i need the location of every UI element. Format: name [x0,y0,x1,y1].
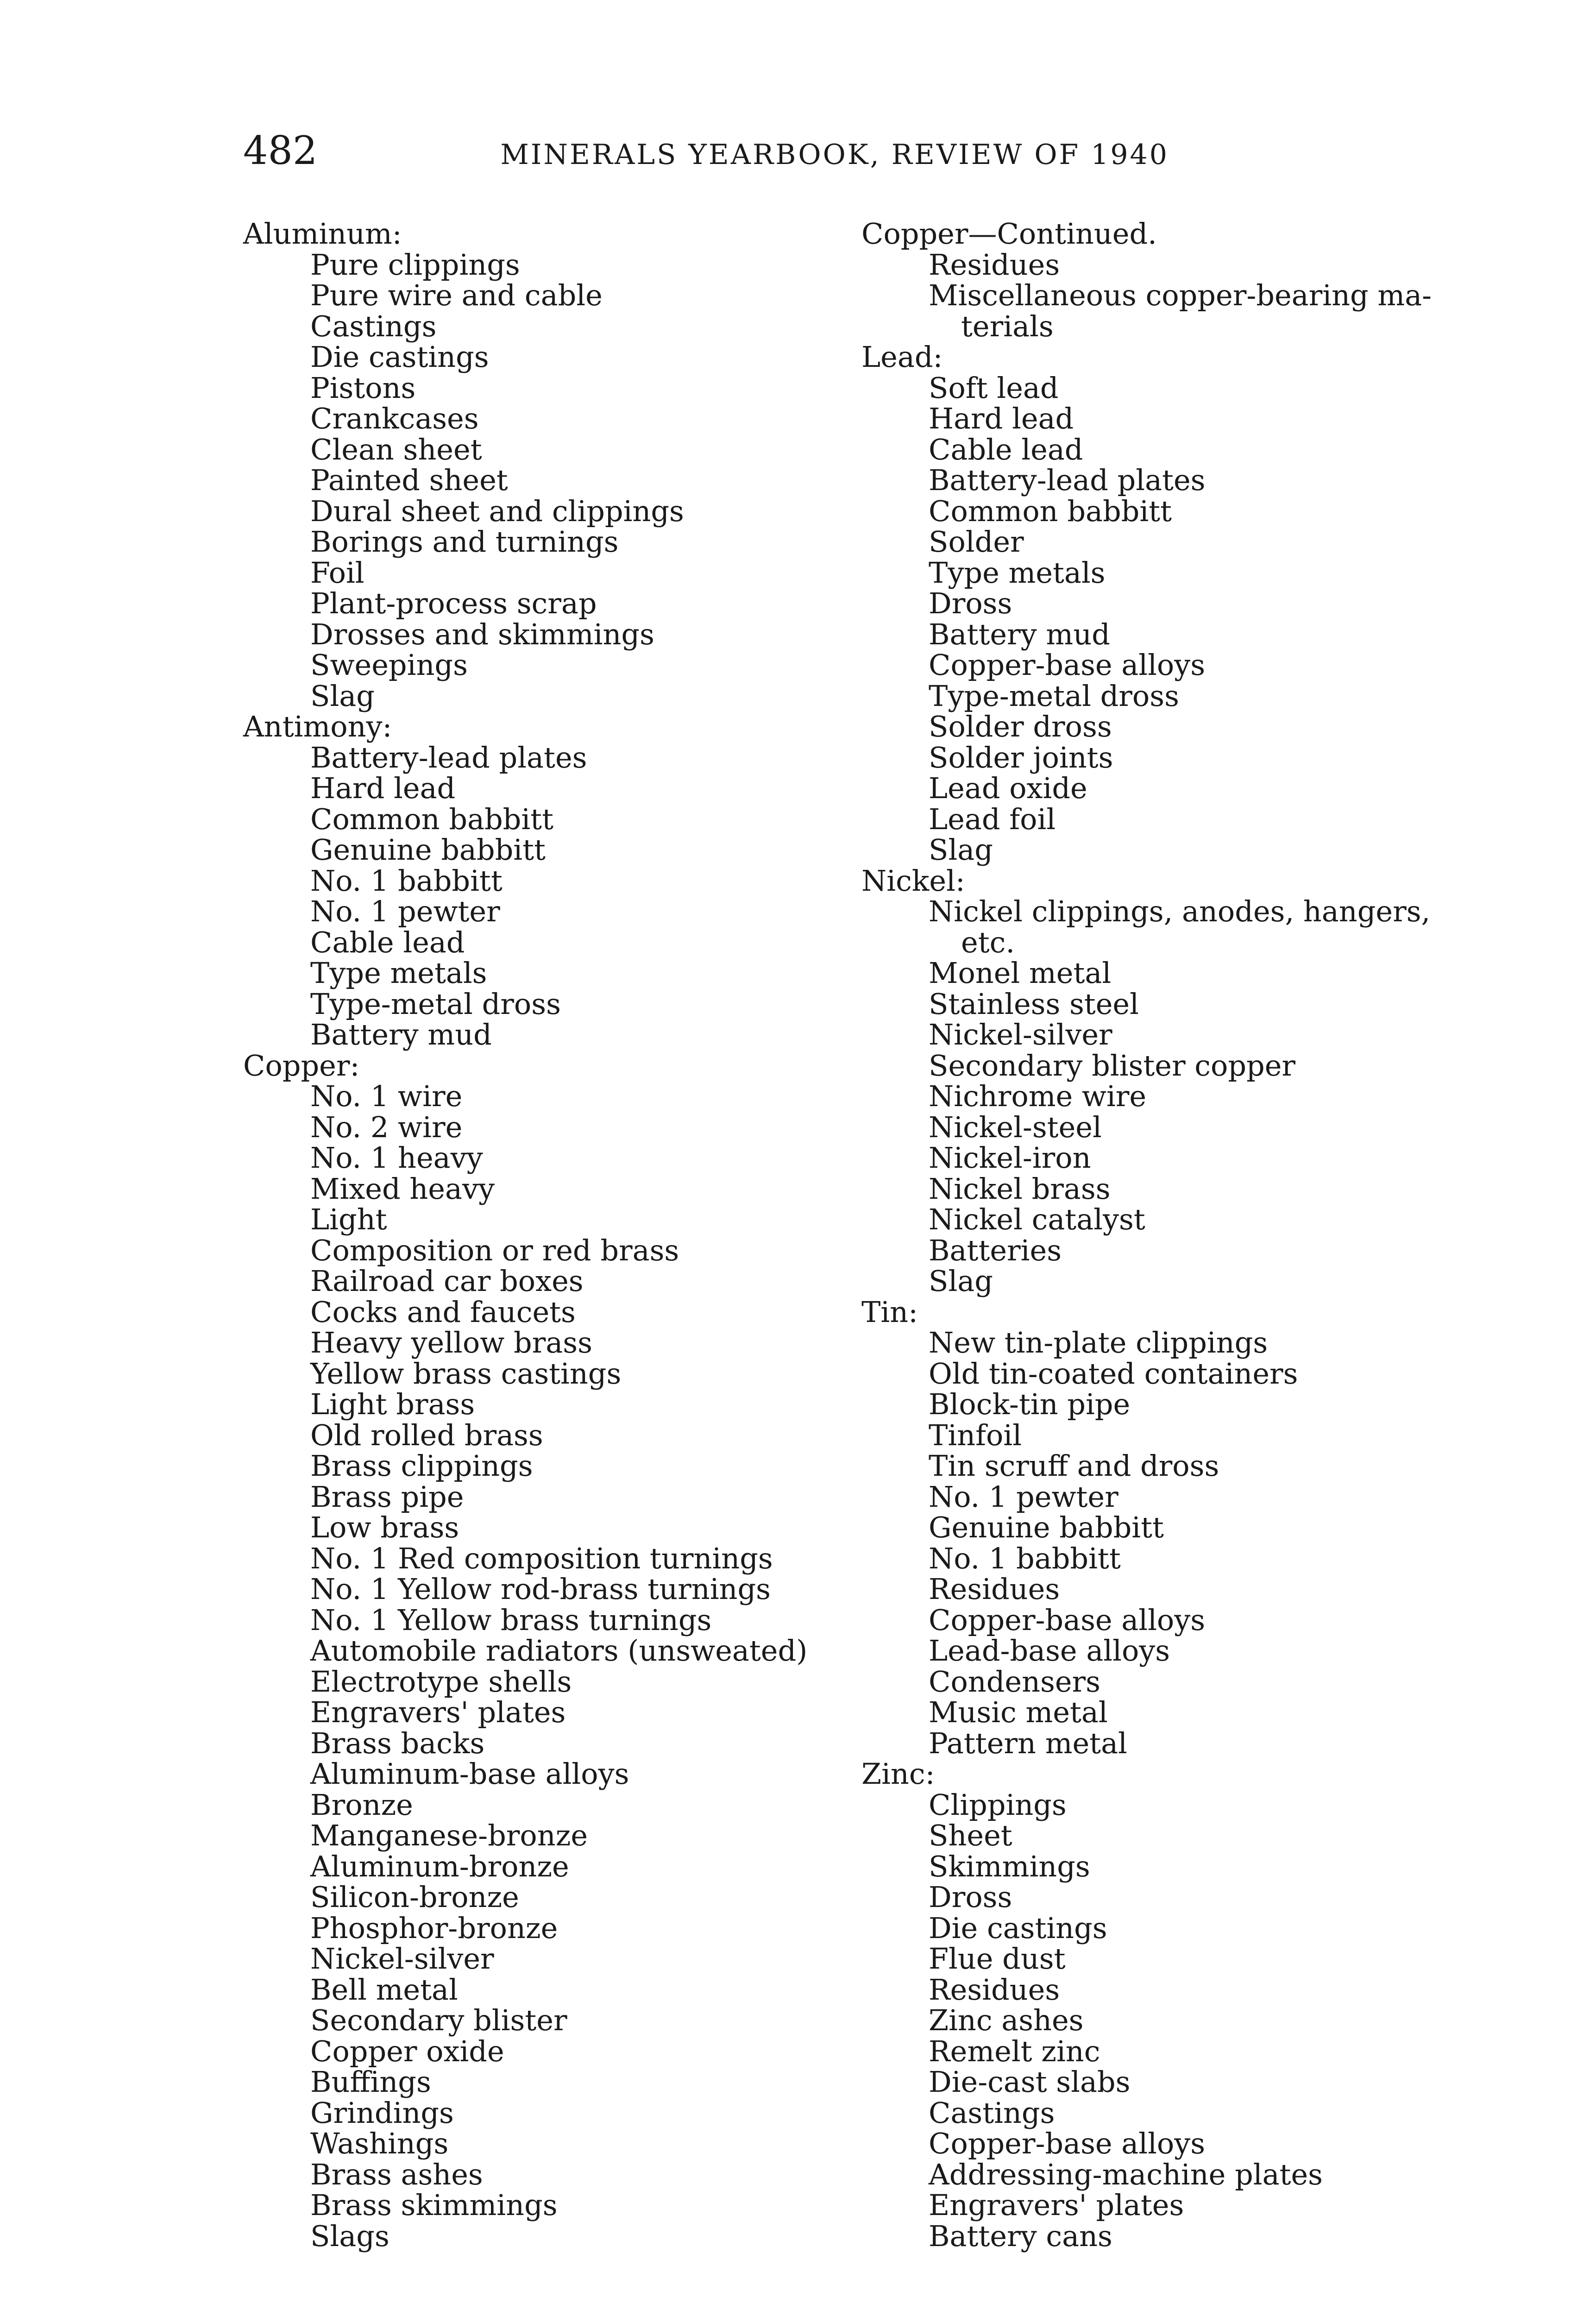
list-item: Remelt zinc [929,2034,1100,2068]
list-item: Secondary blister copper [929,1048,1296,1082]
list-item: Buffings [310,2065,431,2099]
list-item: No. 2 wire [310,1110,463,1144]
section-heading-aluminum: Aluminum: [243,217,402,251]
list-item: Light brass [310,1387,475,1421]
list-item: Low brass [310,1510,459,1544]
running-title: MINERALS YEARBOOK, REVIEW OF 1940 [500,138,1169,171]
list-item: Crankcases [310,402,479,435]
list-zinc [861,1787,1432,2253]
list-item: Soft lead [929,371,1059,405]
list-item: Pistons [310,371,416,405]
list-lead [861,373,1432,866]
list-item: No. 1 heavy [310,1141,483,1175]
section-heading-copper-continued: Copper—Continued. [861,217,1157,251]
list-item: Copper-base alloys [929,1603,1206,1637]
list-item: Bell metal [310,1972,458,2007]
list-item: Pure wire and cable [310,278,603,312]
list-item: Nickel-silver [310,1942,494,1976]
list-copper [243,1081,807,2252]
list-item: Old tin-coated containers [929,1356,1298,1391]
list-item: Nichrome wire [929,1079,1147,1113]
list-item: Phosphor-bronze [310,1911,558,1945]
list-item: Heavy yellow brass [310,1326,592,1359]
list-item: Type-metal dross [929,679,1179,713]
section-heading-zinc: Zinc: [861,1757,935,1791]
list-item: Clippings [929,1787,1067,1822]
list-item: Battery mud [929,617,1110,651]
list-item: Borings and turnings [310,525,619,559]
list-item: Old rolled brass [310,1418,543,1452]
list-item: Brass ashes [310,2157,483,2191]
list-item: Lead-base alloys [929,1634,1170,1668]
list-item: Die castings [929,1911,1107,1945]
list-item: Slag [929,833,993,867]
section-heading-copper: Copper: [243,1048,360,1082]
list-item: Battery-lead plates [929,463,1206,497]
list-item: Battery-lead plates [310,740,587,774]
list-item: Genuine babbitt [929,1510,1164,1544]
list-item: No. 1 babbitt [929,1541,1121,1575]
list-item: Sheet [929,1819,1012,1852]
list-item: Type metals [929,555,1106,590]
list-item: Tin scruff and dross [929,1449,1219,1483]
list-item: Die castings [310,340,489,374]
list-item: Skimmings [929,1849,1090,1883]
list-item: Addressing-machine plates [929,2157,1323,2191]
list-nickel [861,958,1432,1297]
list-item: Battery mud [310,1018,492,1051]
list-item: Brass clippings [310,1449,533,1483]
list-item: Foil [310,555,364,590]
list-item: Type metals [310,956,487,990]
list-item: No. 1 pewter [310,894,500,928]
list-item: Battery cans [929,2219,1112,2253]
list-item: No. 1 Red composition turnings [310,1541,773,1575]
list-item: Type-metal dross [310,987,561,1021]
list-item: Zinc ashes [929,2003,1084,2037]
list-item: Pure clippings [310,247,520,282]
list-item: Brass pipe [310,1479,464,1514]
list-item: Common babbitt [310,802,554,836]
list-item: Mixed heavy [310,1171,495,1206]
list-item: Dural sheet and clippings [310,494,684,528]
list-item: Cable lead [929,432,1083,466]
list-item: Residues [929,1972,1060,2007]
list-item: Condensers [929,1664,1100,1699]
list-item: Genuine babbitt [310,833,546,867]
list-item: Batteries [929,1233,1062,1267]
list-item: Cable lead [310,925,465,959]
list-item: Silicon-bronze [310,1880,519,1914]
list-aluminum [243,247,807,713]
list-item: Engravers' plates [929,2188,1184,2222]
list-item: Light [310,1202,387,1236]
list-item: New tin-plate clippings [929,1326,1268,1359]
left-column [243,219,807,2252]
section-heading-nickel: Nickel: [861,863,965,898]
right-column [861,219,1432,2252]
list-item: Flue dust [929,1942,1066,1976]
list-item: No. 1 wire [310,1079,463,1113]
list-item: Tinfoil [929,1418,1022,1452]
list-item: Clean sheet [310,432,482,466]
list-item: Lead foil [929,802,1056,836]
list-item: Slags [310,2219,390,2253]
list-item: Brass backs [310,1726,485,1760]
list-item: Castings [929,2096,1055,2130]
list-item-nickel-first-line1: Nickel clippings, anodes, hangers, [929,894,1431,928]
list-item: Copper-base alloys [929,648,1206,682]
list-item: Castings [310,309,437,343]
list-item: Cocks and faucets [310,1295,576,1329]
list-item: Aluminum-bronze [310,1849,569,1883]
list-item: Solder dross [929,710,1112,743]
section-heading-lead: Lead: [861,340,943,374]
list-item: Brass skimmings [310,2188,558,2222]
list-item: Pattern metal [929,1726,1127,1760]
list-item-misc-line2: terials [961,309,1054,343]
list-item: Hard lead [310,771,456,805]
list-item: No. 1 Yellow rod-brass turnings [310,1572,771,1606]
list-item: No. 1 babbitt [310,863,503,898]
list-item: Music metal [929,1695,1108,1729]
list-antimony [243,740,807,1051]
list-item: Bronze [310,1787,413,1822]
list-item: Yellow brass castings [310,1356,622,1391]
list-item: Drosses and skimmings [310,617,654,651]
list-item: Solder joints [929,740,1113,774]
list-item: Washings [310,2127,449,2160]
list-item: No. 1 pewter [929,1479,1118,1514]
list-item: Composition or red brass [310,1233,679,1267]
list-item: Engravers' plates [310,1695,566,1729]
section-heading-tin: Tin: [861,1295,918,1329]
list-item: Automobile radiators (unsweated) [310,1634,808,1668]
list-item: Solder [929,525,1024,559]
page-number: 482 [243,128,318,173]
list-item: Monel metal [929,956,1112,990]
list-item: Grindings [310,2096,454,2130]
list-item: Dross [929,586,1012,620]
list-item: Nickel-iron [929,1141,1091,1175]
list-item: Dross [929,1880,1012,1914]
list-item: Hard lead [929,402,1074,435]
list-item: Block-tin pipe [929,1387,1131,1421]
list-item: Lead oxide [929,771,1087,805]
list-item: Nickel brass [929,1171,1111,1206]
list-item: Secondary blister [310,2003,567,2037]
list-item: Slag [310,679,375,713]
list-item: Copper oxide [310,2034,504,2068]
list-tin [861,1328,1432,1759]
list-item-misc-line1: Miscellaneous copper-bearing ma- [929,278,1432,312]
page-header [243,128,1281,182]
list-item: Sweepings [310,648,468,682]
list-item: Aluminum-base alloys [310,1757,629,1791]
list-item: Die-cast slabs [929,2065,1131,2099]
list-item: No. 1 Yellow brass turnings [310,1603,712,1637]
list-item: Painted sheet [310,463,508,497]
list-item: Nickel-steel [929,1110,1102,1144]
list-item: Electrotype shells [310,1664,572,1699]
section-heading-antimony: Antimony: [243,710,392,743]
list-item: Stainless steel [929,987,1139,1021]
list-item-nickel-first-line2: etc. [961,925,1015,959]
list-item: Residues [929,247,1060,282]
list-item: Slag [929,1264,993,1298]
list-item: Railroad car boxes [310,1264,584,1298]
list-item: Manganese-bronze [310,1819,588,1852]
list-item: Copper-base alloys [929,2127,1206,2160]
list-item: Nickel-silver [929,1018,1112,1051]
list-item: Nickel catalyst [929,1202,1145,1236]
list-item: Common babbitt [929,494,1172,528]
list-item: Plant-process scrap [310,586,597,620]
list-item: Residues [929,1572,1060,1606]
